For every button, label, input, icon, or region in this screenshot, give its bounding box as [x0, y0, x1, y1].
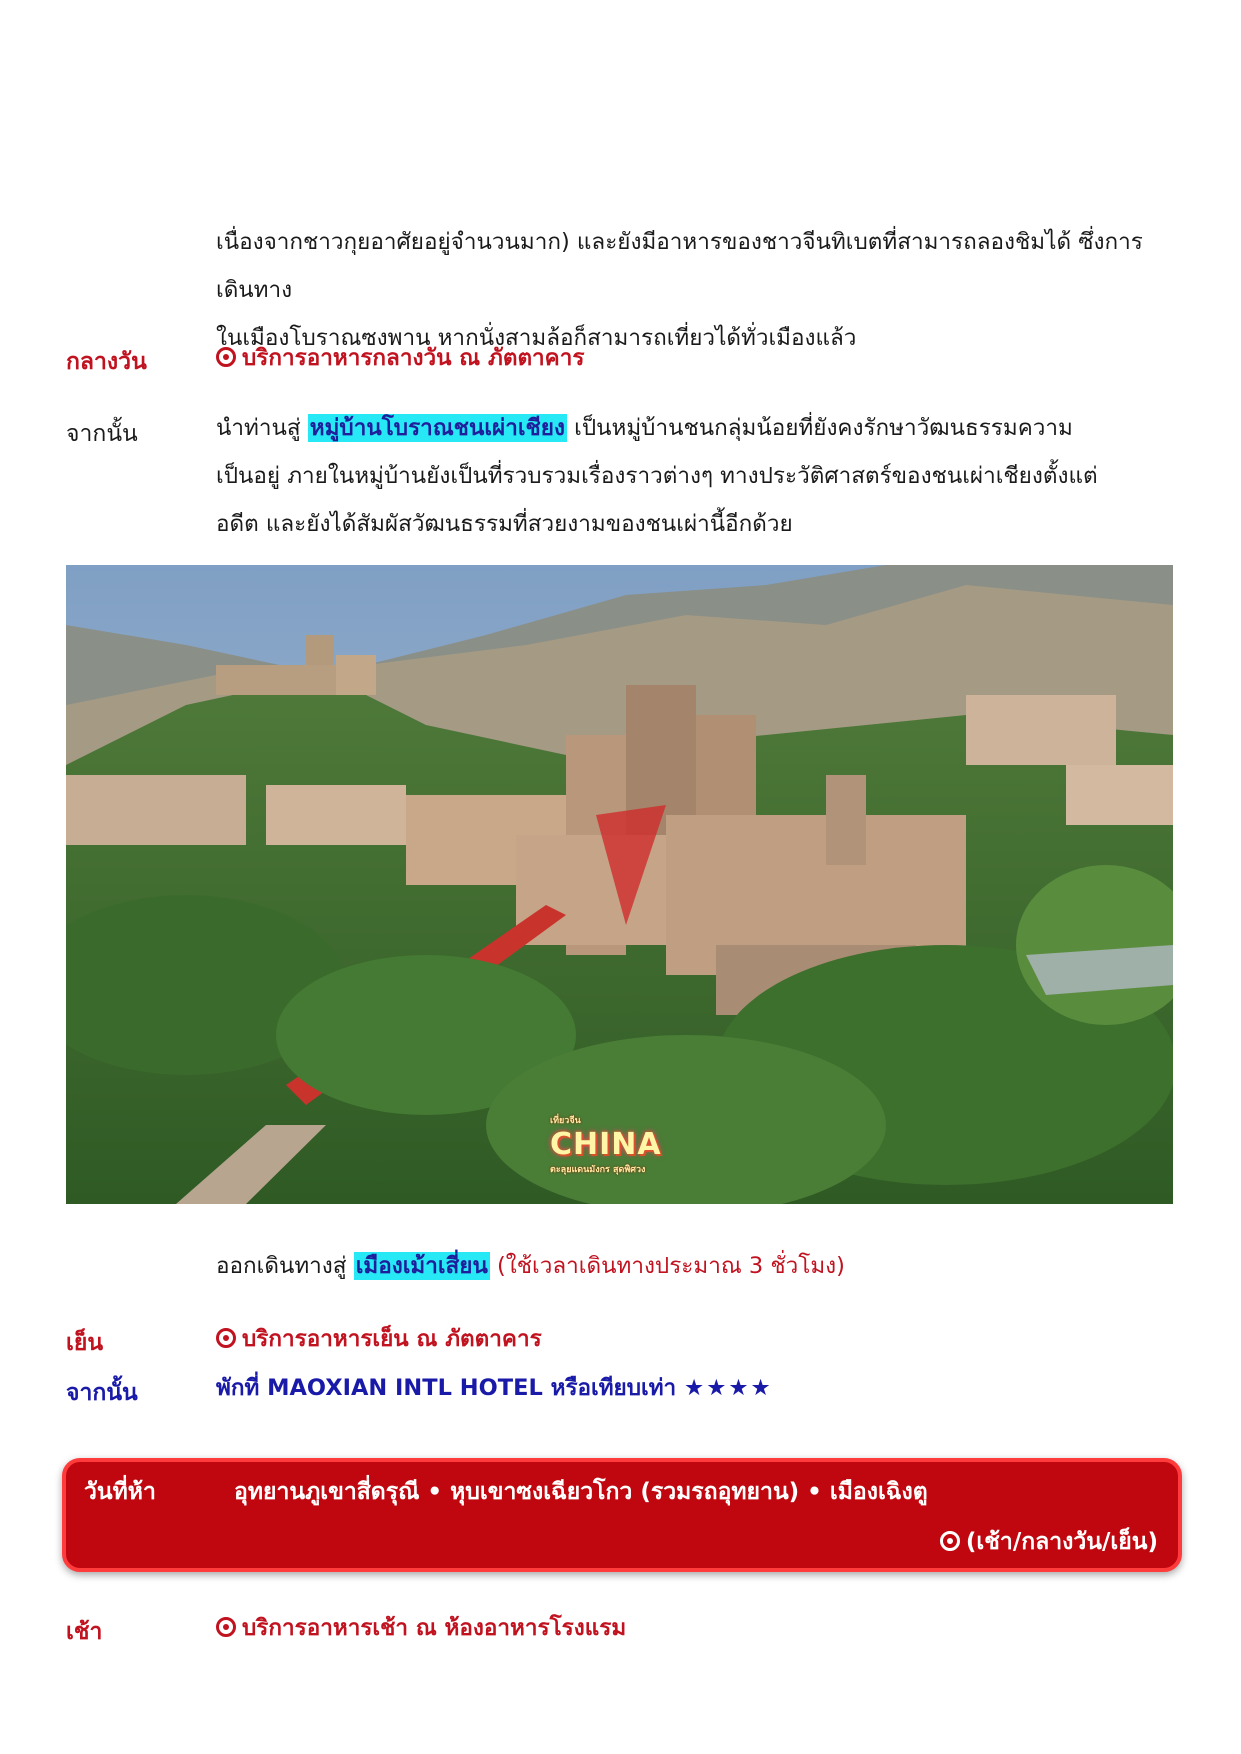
- village-paragraph: [216, 404, 1171, 548]
- village-line-2: เป็นอยู่ ภายในหมู่บ้านยังเป็นที่รวบรวมเรื่องราวต่างๆ ทางประวัติศาสตร์ของชนเผ่าเชียงตั้งแต่: [216, 463, 1098, 489]
- dish-icon: [216, 347, 236, 367]
- dish-icon: [216, 1617, 236, 1637]
- then-label: จากนั้น: [66, 421, 138, 447]
- lunch-text-label: บริการอาหารกลางวัน ณ ภัตตาคาร: [242, 345, 585, 371]
- hotel-text: [216, 1364, 1171, 1412]
- breakfast-label: เช้า: [66, 1619, 103, 1645]
- village-prefix: นำท่านสู่: [216, 415, 301, 441]
- logo-top-text: เที่ยวจีน: [550, 1116, 581, 1126]
- depart-line: [216, 1242, 1171, 1290]
- dish-icon: [216, 1328, 236, 1348]
- breakfast-text: [216, 1604, 1171, 1652]
- day-route: อุทยานภูเขาสี่ดรุณี • หุบเขาซงเฉียวโกว (รวมรถอุทยาน) • เมืองเฉิงตู: [234, 1479, 928, 1505]
- village-highlight: หมู่บ้านโบราณชนเผ่าเชียง: [309, 415, 565, 441]
- intro-line-1: เนื่องจากชาวกุยอาศัยอยู่จำนวนมาก) และยังมีอาหารของชาวจีนทิเบตที่สามารถลองชิมได้ ซึ่งการเดินทาง: [216, 229, 1143, 303]
- day-title: วันที่ห้า: [84, 1479, 156, 1505]
- village-line-3: อดีต และยังได้สัมผัสวัฒนธรรมที่สวยงามของชนเผ่านี้อีกด้วย: [216, 511, 793, 537]
- day-banner: [62, 1458, 1182, 1572]
- hotel-name: พักที่ MAOXIAN INTL HOTEL หรือเทียบเท่า: [216, 1375, 677, 1401]
- logo-sub-text: ตะลุยแดนมังกร สุดพิศวง: [550, 1165, 646, 1175]
- intro-line-2: ในเมืองโบราณซงพาน หากนั่งสามล้อก็สามารถเที่ยวได้ทั่วเมืองแล้ว: [216, 325, 857, 351]
- village-line-1: [216, 404, 1171, 452]
- star-rating: ★★★★: [684, 1375, 773, 1401]
- dish-icon: [940, 1531, 960, 1551]
- hotel-label: จากนั้น: [66, 1380, 138, 1406]
- depart-highlight: เมืองเม้าเสี่ยน: [355, 1253, 488, 1279]
- dinner-text-label: บริการอาหารเย็น ณ ภัตตาคาร: [242, 1326, 542, 1352]
- day-meals: [940, 1524, 1158, 1560]
- dinner-text: [216, 1315, 1171, 1363]
- logo-main-text: CHINA: [550, 1127, 662, 1162]
- village-line1-rest: เป็นหมู่บ้านชนกลุ่มน้อยที่ยังคงรักษาวัฒนธรรมความ: [574, 415, 1073, 441]
- day-meals-text: (เช้า/กลางวัน/เย็น): [965, 1529, 1158, 1555]
- breakfast-text-label: บริการอาหารเช้า ณ ห้องอาหารโรงแรม: [242, 1615, 627, 1641]
- china-logo: [550, 1113, 662, 1176]
- depart-prefix: ออกเดินทางสู่: [216, 1253, 347, 1279]
- lunch-label: กลางวัน: [66, 349, 147, 375]
- lunch-text: [216, 334, 1171, 382]
- village-photo: [66, 565, 1173, 1204]
- depart-note: (ใช้เวลาเดินทางประมาณ 3 ชั่วโมง): [497, 1253, 845, 1279]
- dinner-label: เย็น: [66, 1330, 104, 1356]
